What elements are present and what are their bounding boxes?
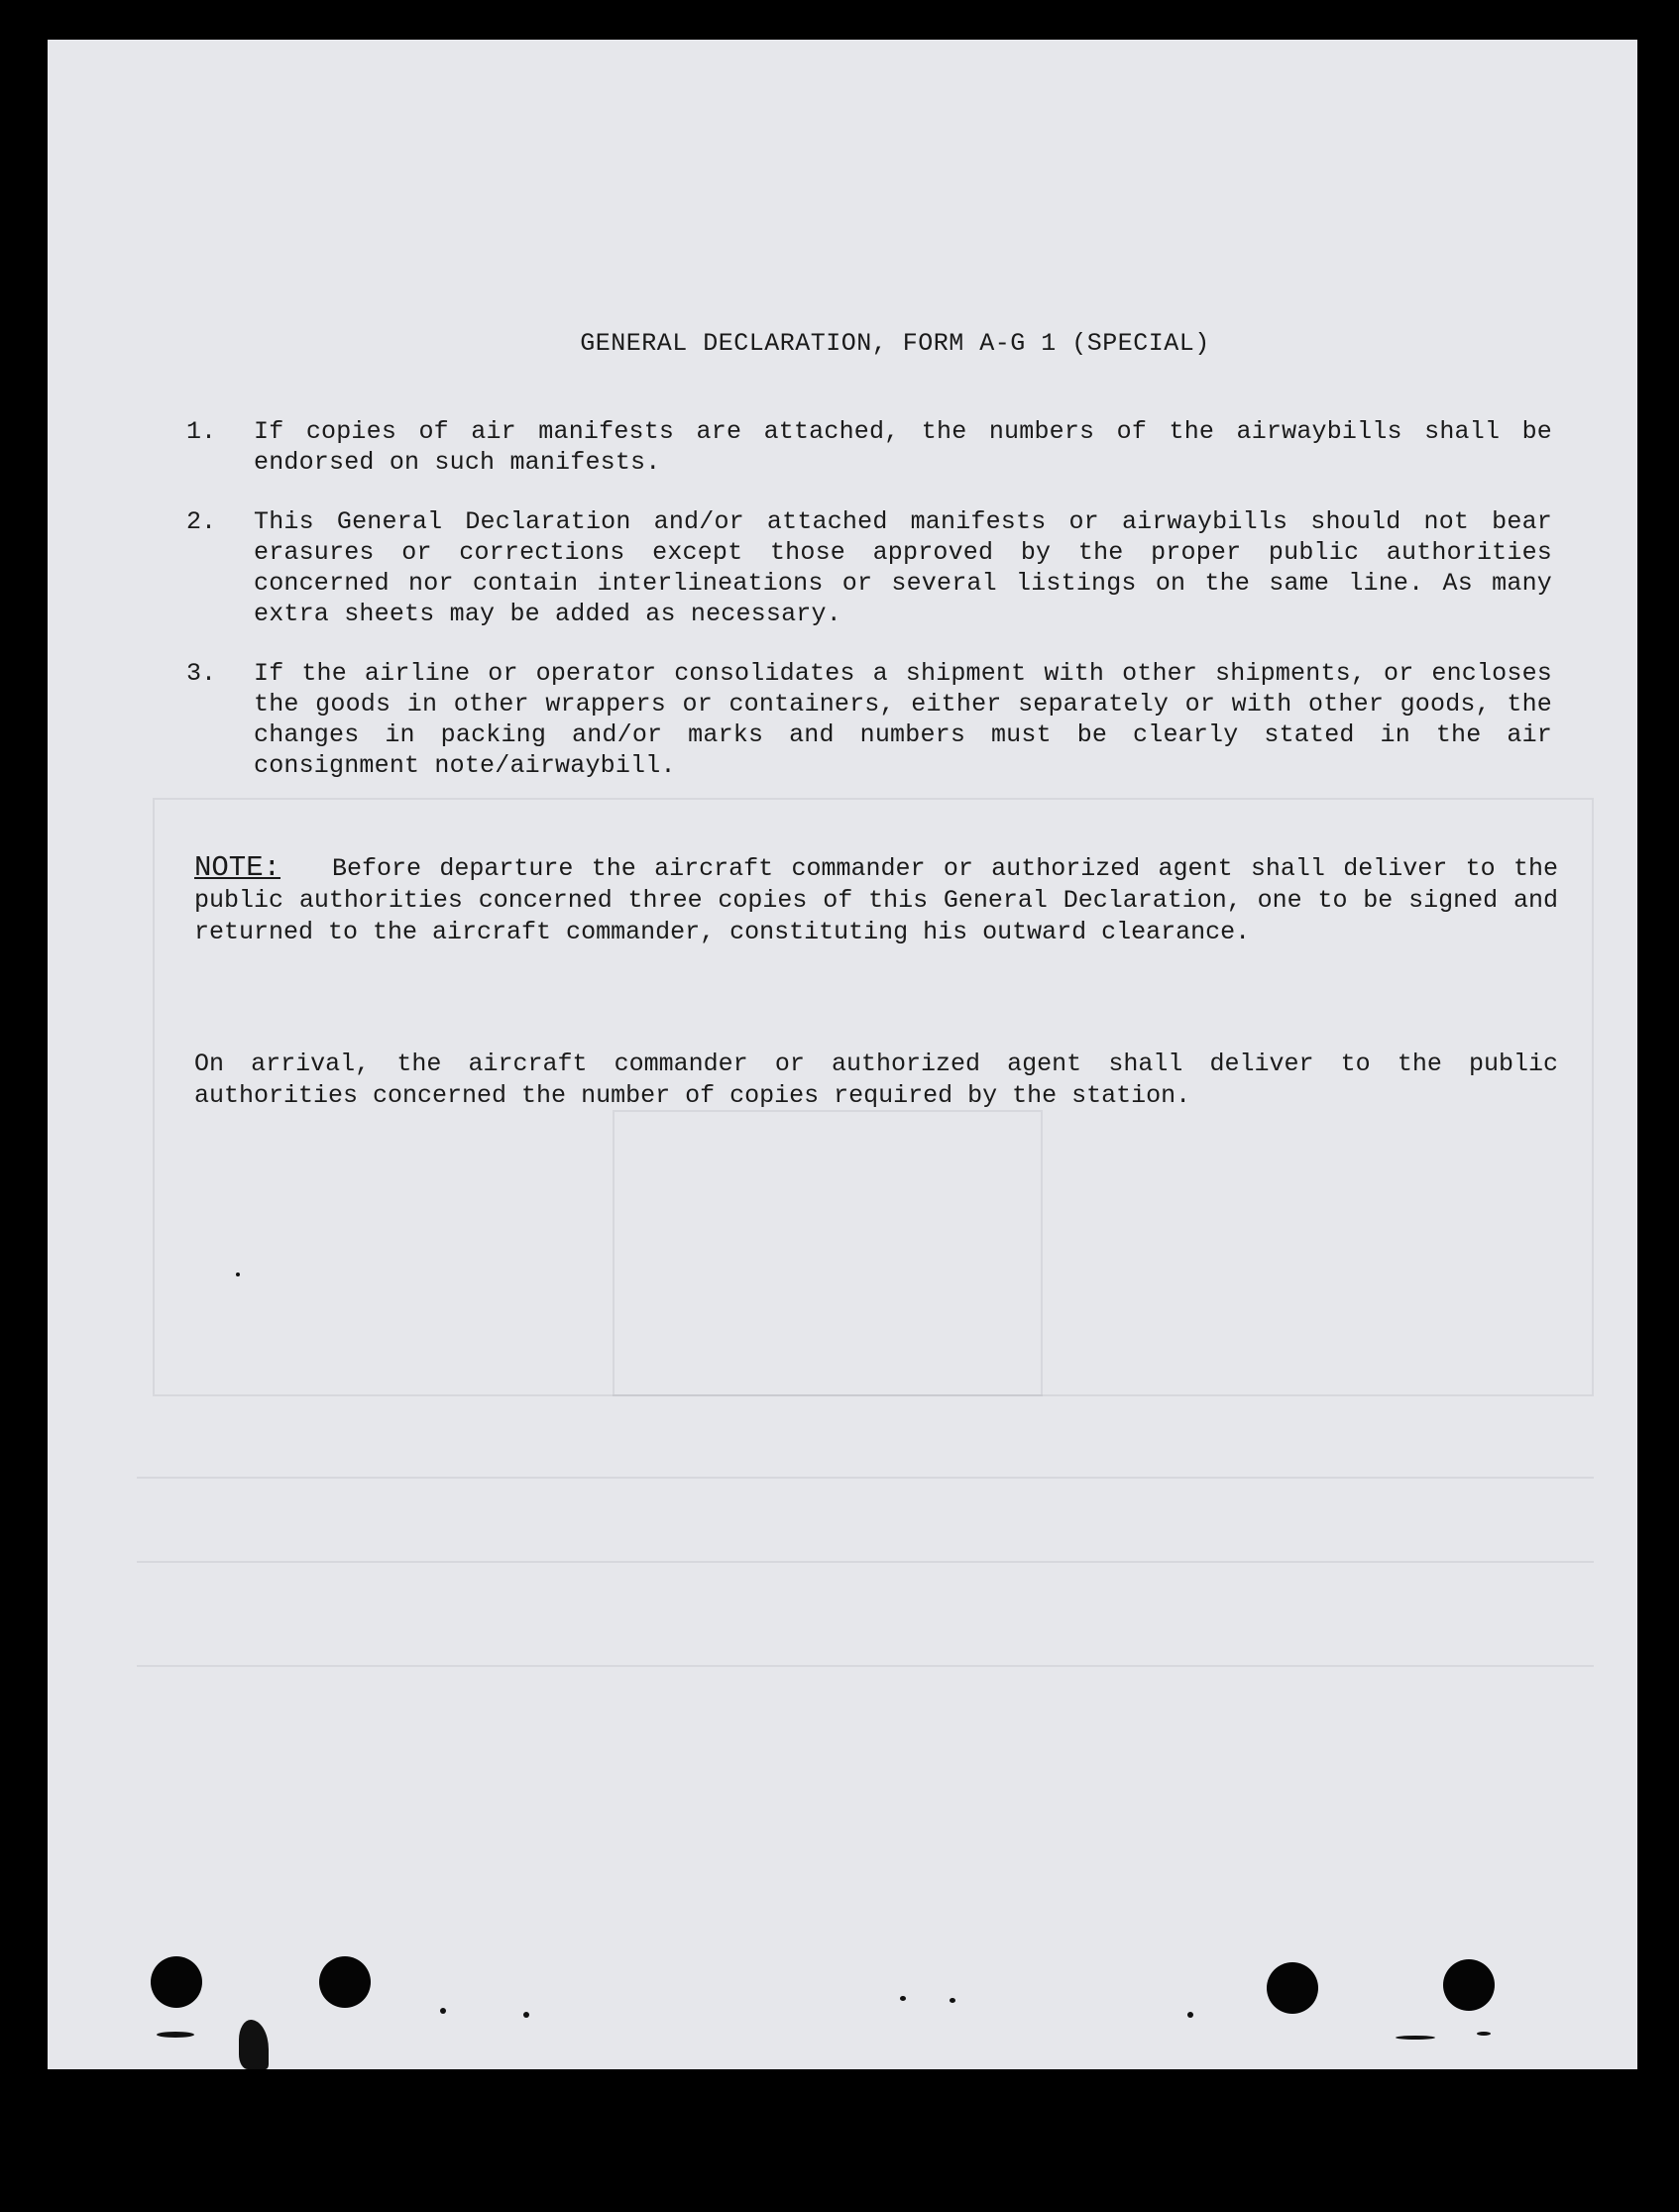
speck bbox=[157, 2032, 194, 2038]
speck bbox=[1396, 2036, 1435, 2040]
punch-hole bbox=[1267, 1962, 1318, 2014]
note-text: Before departure the aircraft commander or authorized agent shall deliver to the public authorities concerned three copies of this General Declaration, one to be signed and returned to the aircraft commander, constituting his outward clearance. bbox=[194, 854, 1558, 946]
item-number: 3. bbox=[186, 659, 217, 688]
speck bbox=[1187, 2012, 1193, 2018]
speck bbox=[239, 2020, 269, 2069]
instruction-item bbox=[186, 506, 1552, 629]
punch-hole bbox=[151, 1956, 202, 2008]
punch-hole bbox=[1443, 1959, 1495, 2011]
show-through-line bbox=[137, 1561, 1594, 1563]
speck bbox=[1477, 2032, 1491, 2036]
item-text: If the airline or operator consolidates a shipment with other shipments, or encloses the goods in other wrappers or containers, either separately or with other goods, the changes in packing and/or marks and numbers must be clearly stated in the air consignment note/airwaybill. bbox=[254, 659, 1552, 780]
arrival-paragraph: On arrival, the aircraft commander or authorized agent shall deliver to the public authorities concerned the number of copies required by the station. bbox=[194, 1050, 1558, 1110]
item-number: 2. bbox=[186, 507, 217, 536]
speck bbox=[236, 1272, 240, 1276]
note-label: NOTE: bbox=[194, 851, 281, 884]
show-through-box bbox=[613, 1110, 1043, 1396]
document-page bbox=[48, 40, 1637, 2069]
speck bbox=[440, 2008, 446, 2014]
item-text: If copies of air manifests are attached, the numbers of the airwaybills shall be endorsed on such manifests. bbox=[254, 417, 1552, 477]
speck bbox=[523, 2012, 529, 2018]
speck bbox=[900, 1996, 906, 2001]
document-title: GENERAL DECLARATION, FORM A-G 1 (SPECIAL) bbox=[580, 329, 1210, 358]
instruction-item bbox=[186, 416, 1552, 478]
note-paragraph bbox=[194, 852, 1558, 948]
show-through-line bbox=[137, 1477, 1594, 1479]
punch-hole bbox=[319, 1956, 371, 2008]
show-through-line bbox=[137, 1665, 1594, 1667]
instruction-item bbox=[186, 658, 1552, 781]
speck bbox=[950, 1998, 955, 2003]
instruction-list bbox=[186, 416, 1552, 810]
item-text: This General Declaration and/or attached manifests or airwaybills should not bear erasures or corrections except those approved by the proper public authorities concerned nor contain interlineations or several listings on the same line. As many extra sheets may be added as necessary. bbox=[254, 507, 1552, 628]
item-number: 1. bbox=[186, 417, 217, 446]
